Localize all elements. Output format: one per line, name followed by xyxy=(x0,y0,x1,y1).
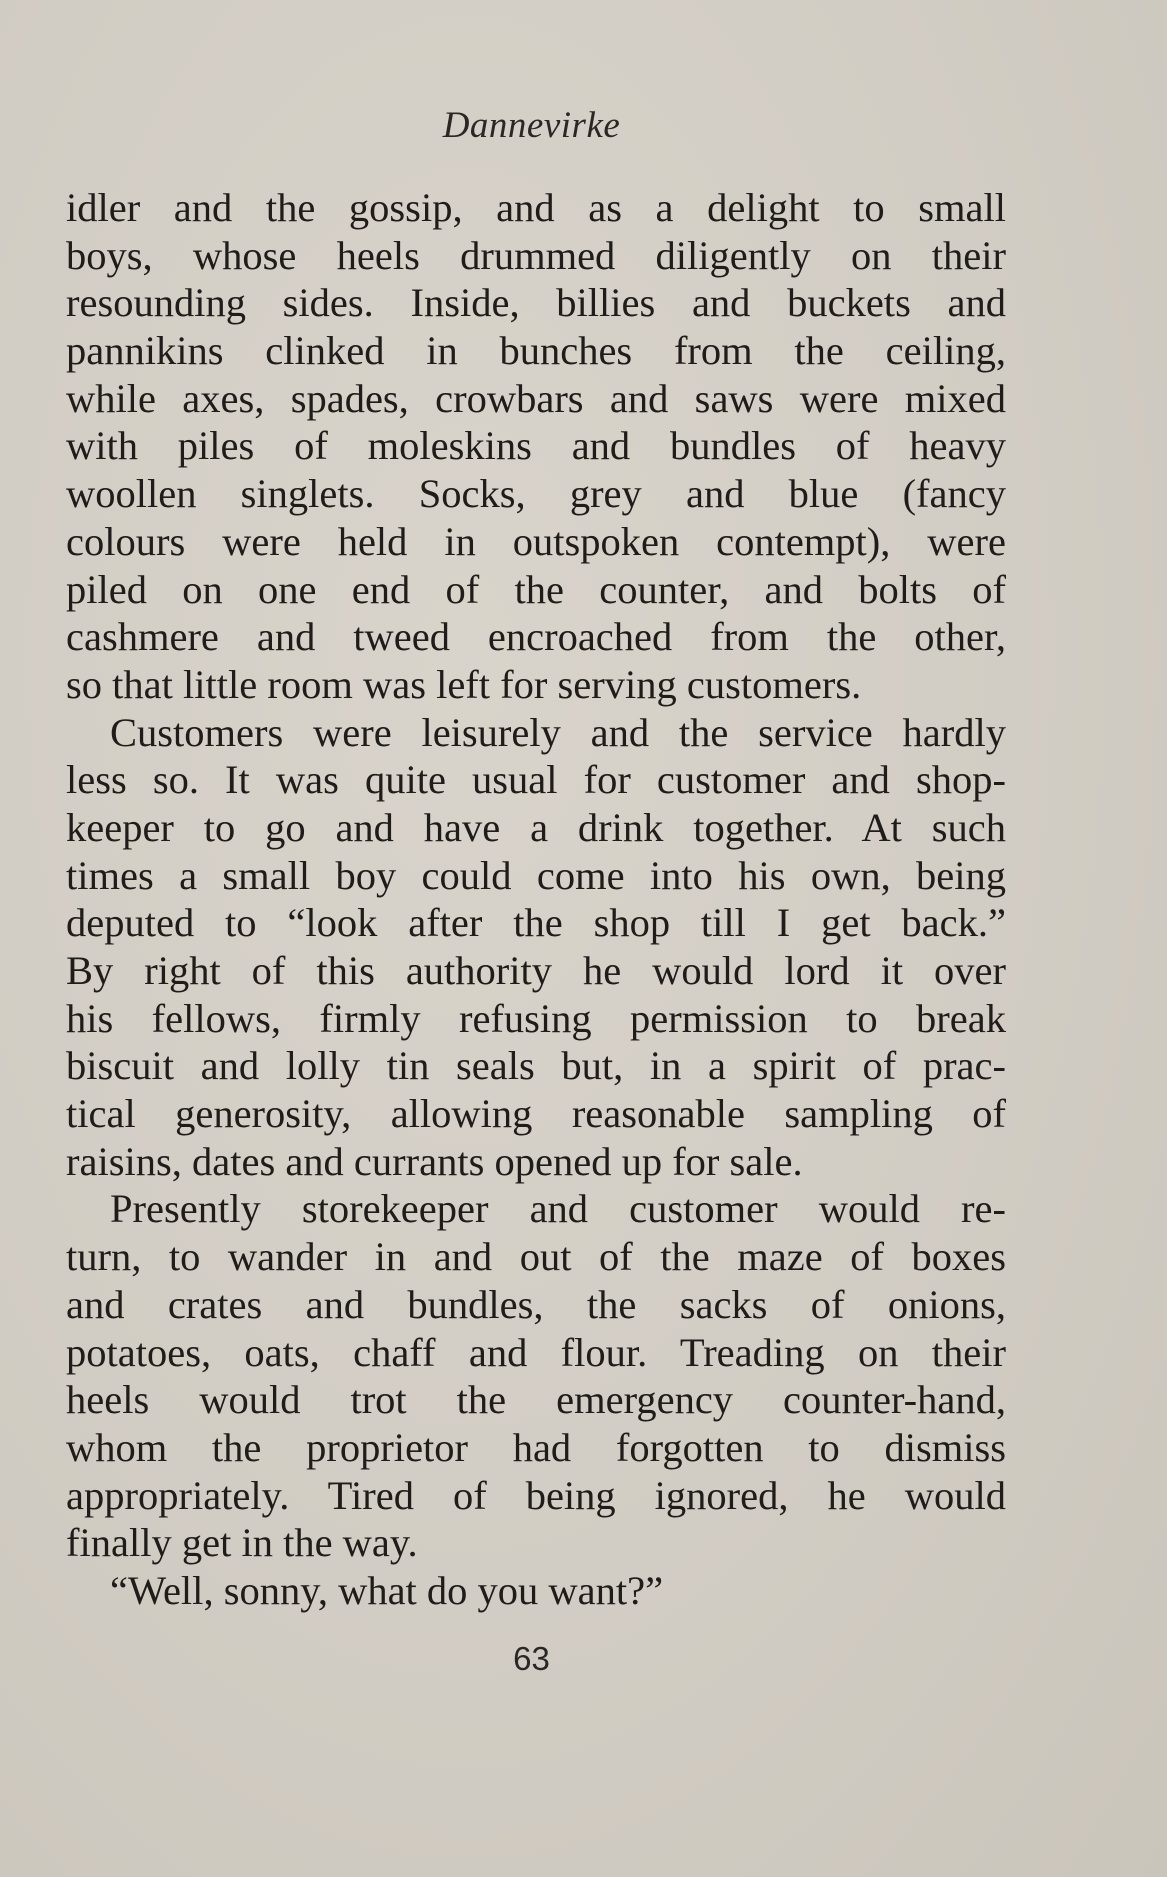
body-text xyxy=(66,184,1006,1615)
text-line: resounding sides. Inside, billies and buckets and xyxy=(66,280,1006,326)
text-line: less so. It was quite usual for customer and shop- xyxy=(66,757,1006,803)
page-number: 63 xyxy=(513,1640,550,1677)
text-line: turn, to wander in and out of the maze of boxes xyxy=(66,1234,1006,1280)
text-line: idler and the gossip, and as a delight to small xyxy=(66,185,1006,230)
text-line: By right of this authority he would lord it over xyxy=(66,948,1006,993)
text-line: heels would trot the emergency counter-hand, xyxy=(66,1377,1006,1423)
text-line: his fellows, firmly refusing permission to break xyxy=(66,995,1006,1041)
text-line: keeper to go and have a drink together. At such xyxy=(66,804,1006,850)
running-head: Dannevirke xyxy=(442,105,621,146)
text-line: pannikins clinked in bunches from the ceiling, xyxy=(66,328,1006,374)
text-line: piled on one end of the counter, and bolts of xyxy=(66,566,1006,612)
text-line: “Well, sonny, what do you want?” xyxy=(110,1567,664,1613)
text-line: finally get in the way. xyxy=(66,1520,418,1566)
text-line: boys, whose heels drummed diligently on their xyxy=(66,232,1006,278)
text-line: Presently storekeeper and customer would re- xyxy=(110,1186,1006,1232)
text-line: appropriately. Tired of being ignored, he would xyxy=(66,1472,1006,1518)
text-line: raisins, dates and currants opened up for sale. xyxy=(66,1138,803,1184)
text-line: woollen singlets. Socks, grey and blue (fancy xyxy=(66,471,1006,517)
text-line: deputed to “look after the shop till I get back.” xyxy=(66,900,1006,946)
text-line: colours were held in outspoken contempt), were xyxy=(66,518,1006,564)
text-line: with piles of moleskins and bundles of heavy xyxy=(66,423,1006,469)
text-line: Customers were leisurely and the service hardly xyxy=(110,709,1006,755)
text-line: tical generosity, allowing reasonable sampling of xyxy=(66,1091,1006,1137)
text-line: potatoes, oats, chaff and flour. Treading on their xyxy=(66,1329,1006,1375)
text-line: and crates and bundles, the sacks of onions, xyxy=(66,1281,1006,1327)
text-line: cashmere and tweed encroached from the other, xyxy=(66,614,1006,660)
text-line: whom the proprietor had forgotten to dismiss xyxy=(66,1424,1006,1470)
text-line: so that little room was left for serving customers. xyxy=(66,661,862,707)
text-line: biscuit and lolly tin seals but, in a spirit of prac- xyxy=(66,1043,1006,1089)
text-line: while axes, spades, crowbars and saws were mixed xyxy=(66,375,1006,421)
text-line: times a small boy could come into his own, being xyxy=(66,852,1006,898)
